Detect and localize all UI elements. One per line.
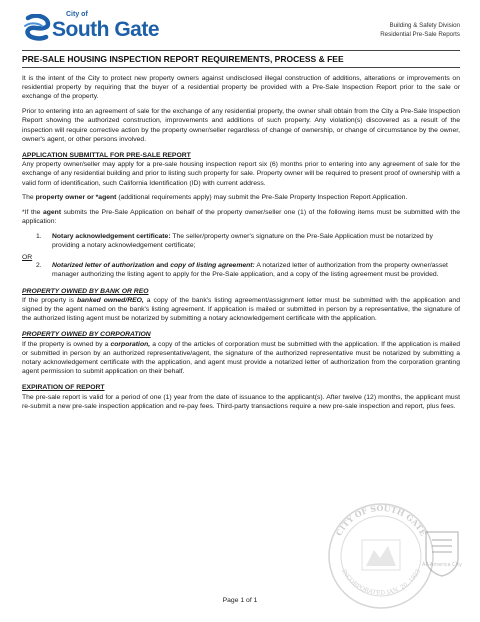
all-america-city-badge xyxy=(422,528,462,578)
badge-text: All-America City xyxy=(422,562,462,568)
application-paragraph-3 xyxy=(22,208,460,226)
corporation-paragraph xyxy=(22,340,460,377)
list-item xyxy=(22,261,460,279)
application-paragraph-1: Any property owner/seller may apply for a pre-sale housing inspection report six (6) months prior to entering into any agreement of sale for the exchange of any residential building and prior to listing such property for sale. Property owner will be required to present proof of ownership with a valid form of identification, such California Identification (ID) with current address. xyxy=(22,161,460,187)
title-rule-top xyxy=(22,50,460,51)
seal-incorporated-text: INCORPORATED JAN. 20, 1923 xyxy=(340,568,422,597)
list-item-label-a: Notarized letter of authorization xyxy=(52,262,155,270)
list-item-text: A notarized letter of authorization from the property owner/asset manager authorizing the listing agent to apply for the Pre-Sale application, and a copy of the listing agreement must be provided. xyxy=(52,262,448,279)
department-block xyxy=(380,22,460,39)
seal-city-text: CITY OF SOUTH GATE xyxy=(333,502,429,538)
document-title: PRE-SALE HOUSING INSPECTION REPORT REQUIREMENTS, PROCESS & FEE xyxy=(22,54,344,64)
application-paragraph-2 xyxy=(22,193,460,202)
or-separator: OR xyxy=(22,254,33,262)
title-rule-bottom xyxy=(22,67,460,68)
svg-text:INCORPORATED JAN. 20, 1923 xyxy=(340,568,422,597)
city-logo xyxy=(22,8,192,46)
application-heading: APPLICATION SUBMITTAL FOR PRE-SALE REPORT xyxy=(22,151,191,159)
expiration-heading: EXPIRATION OF REPORT xyxy=(22,384,105,392)
bank-bold: banked owned/REO, xyxy=(77,296,144,304)
corporation-bold: corporation, xyxy=(110,340,151,348)
subdivision-name: Residential Pre-Sale Reports xyxy=(380,30,460,38)
application-p2-lead: The xyxy=(22,194,36,202)
list-item xyxy=(22,232,460,250)
bank-heading: PROPERTY OWNED BY BANK OR REO xyxy=(22,287,149,295)
svg-text:CITY OF SOUTH GATE xyxy=(333,503,428,537)
bank-rest: a copy of the bank's listing agreement/assignment letter must be submitted with the application and signed by the agent named on the bank's listing agreement. If application is mailed or submitted in person by a representative, the signature of the authorized listing agent must be notarized by submitting a notary acknowledgement certificate with the application. xyxy=(22,296,460,323)
list-item-number: 2. xyxy=(36,262,42,270)
application-p3-rest: submits the Pre-Sale Application on behalf of the property owner/seller one (1) of the following items must be submitted with the application: xyxy=(22,208,461,226)
document-body xyxy=(22,74,460,417)
application-p2-bold: property owner or *agent xyxy=(35,194,117,202)
corporation-rest: a copy of the articles of corporation must be submitted with the application. If the application is mailed or submitted in person by an authorized representative/agent, the signature of the authorized representative must be notarized by submitting a notary acknowledgement certificate with the application, and agent must provide a notarized letter of authorization from the corporation granting agent permission to submit application on their behalf. xyxy=(22,340,461,376)
requirements-list xyxy=(22,232,460,280)
corporation-lead: If the property is owned by a xyxy=(22,340,111,348)
intro-paragraph-2: Prior to entering into an agreement of sale for the exchange of any residential property, the owner shall obtain from the City a Pre-Sale Inspection Report showing the authorized construction, improvements and additions of such property. Any violation(s) discovered as a result of the inspection will require corrective action by the property owner/seller regardless of change of ownership, or change of circumstance by the owner, owner's agent, or other persons involved. xyxy=(22,108,460,143)
division-name: Building & Safety Division xyxy=(389,22,460,29)
city-logo-icon xyxy=(22,14,52,42)
application-p2-rest: (additional requirements apply) may submit the Pre-Sale Property Inspection Report Application. xyxy=(116,194,408,202)
bank-paragraph xyxy=(22,296,460,324)
list-item-label-and: and xyxy=(154,262,171,270)
logo-city-name: South Gate xyxy=(52,18,160,41)
letterhead xyxy=(22,8,460,46)
list-item-label-b: copy of listing agreement: xyxy=(170,262,255,270)
list-item-number: 1. xyxy=(36,232,42,240)
bank-lead: If the property is xyxy=(22,296,77,304)
list-item-label: Notary acknowledgement certificate: xyxy=(52,232,171,240)
expiration-paragraph: The pre-sale report is valid for a period of one (1) year from the date of issuance to the applicant(s). After twelve (12) months, the applicant must re-submit a new pre-sale inspection application and re-pay fees. Third-party transactions require a new pre-sale inspection and report, plus fees. xyxy=(22,393,460,410)
corporation-heading: PROPERTY OWNED BY CORPORATION xyxy=(22,331,151,339)
logo-city-of: City of xyxy=(66,11,88,18)
list-item-text: The seller/property owner's signature on the Pre-Sale Application must be notarized by providing a notary acknowledgement certificate; xyxy=(52,232,433,250)
page-footer: Page 1 of 1 xyxy=(222,597,258,604)
intro-paragraph-1: It is the intent of the City to protect new property owners against undisclosed illegal construction of additions, alterations or improvements on residential property by requiring that the buyer of a residential property be provided with a Pre-Sale Inspection Report prior to the sale or exchange of the property. xyxy=(22,75,460,101)
application-p3-lead: *If the xyxy=(22,208,43,216)
application-p3-bold: agent xyxy=(42,208,62,216)
